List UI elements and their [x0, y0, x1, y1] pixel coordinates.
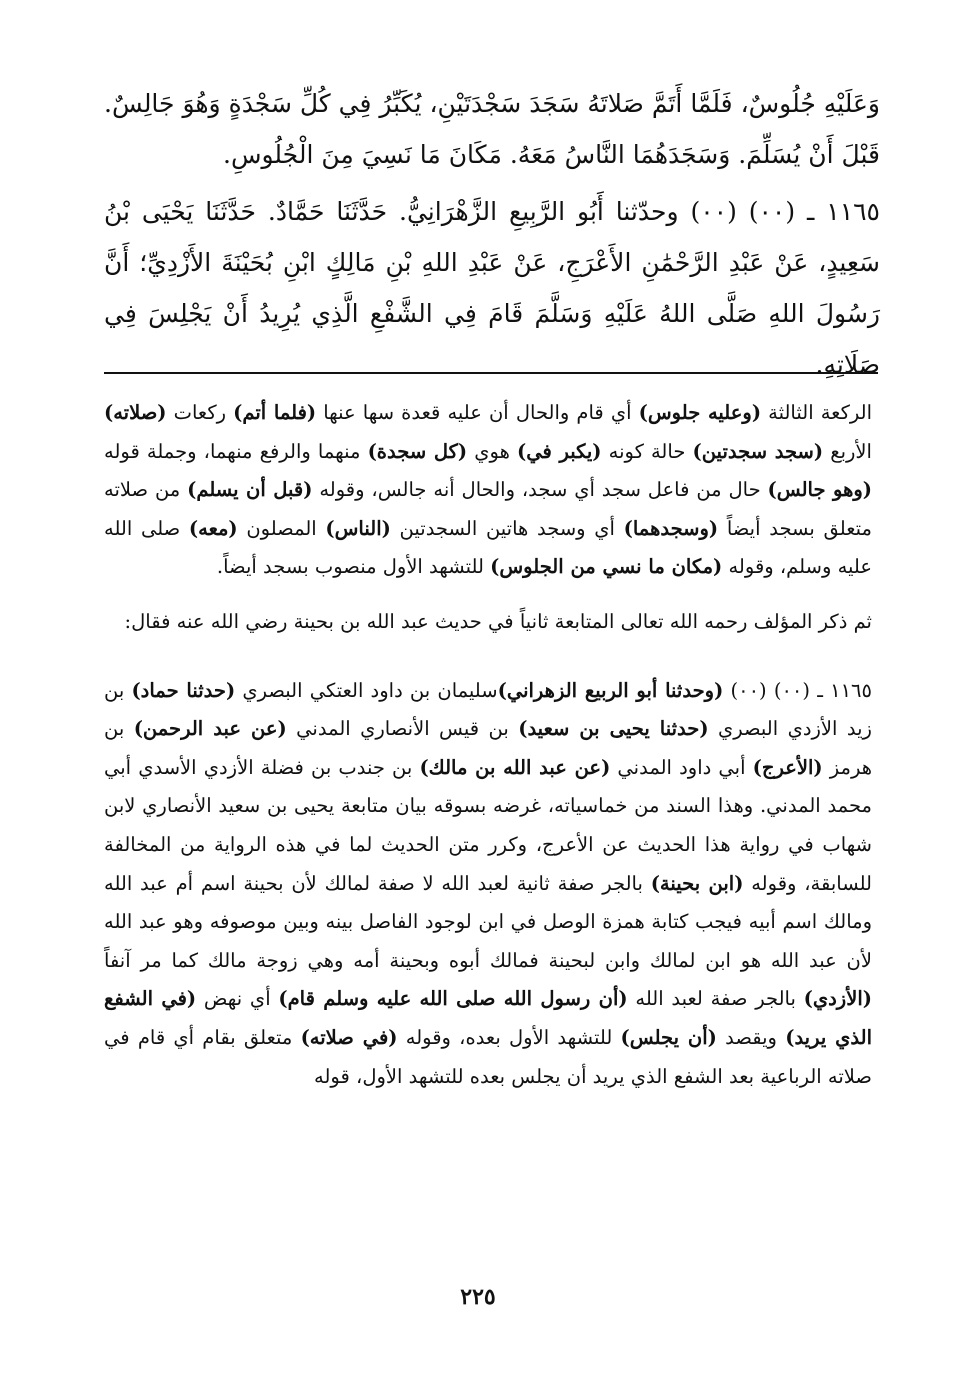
commentary-paragraph-1	[104, 394, 872, 587]
bold-quote-fragment: (فلما أتم)	[233, 401, 317, 424]
bold-quote-fragment: (وسجدهما)	[623, 516, 719, 540]
text-fragment: الركعة الثالثة	[761, 401, 872, 424]
bold-quote-fragment: (كل سجدة)	[367, 439, 468, 463]
commentary-paragraph-3	[104, 672, 872, 1097]
text-fragment: المصلون	[237, 516, 326, 540]
text-fragment: ثم ذكر المؤلف رحمه الله تعالى المتابعة ثانياً في حديث عبد الله بن بحينة رضي الله عنه فقال:	[124, 609, 872, 633]
bold-quote-fragment: (وهو جالس)	[767, 478, 872, 502]
text-fragment: بن زيد الأزدي البصري	[104, 678, 872, 741]
bold-quote-fragment: (الأزدي)	[803, 987, 872, 1011]
bold-quote-fragment: (وحدثنا أبو الربيع الزهراني)	[497, 678, 724, 702]
hadith-paragraph-1: وَعَلَيْهِ جُلُوسٌ، فَلَمَّا أَتَمَّ صَلاتَهُ سَجَدَ سَجْدَتَيْنِ، يُكَبِّرُ فِي كُلِّ سَجْدَةٍ وَهُوَ جَالِسٌ. قَبْلَ أَنْ يُسَلِّمَ. وَسَجَدَهُمَا النَّاسُ مَعَهُ. مَكَانَ مَا نَسِيَ مِنَ الْجُلُوسِ.	[104, 89, 880, 169]
text-fragment: للتشهد الأول بعده، وقوله	[397, 1025, 621, 1049]
text-fragment: من صلاته متعلق بسجد أيضاً	[104, 478, 872, 540]
text-fragment: ركعات	[166, 401, 234, 424]
text-fragment: حال من فاعل سجد أي سجد، والحال أنه جالس، وقوله	[312, 478, 768, 502]
text-fragment: هوي	[467, 439, 517, 463]
bold-quote-fragment: (الناس)	[325, 516, 391, 540]
text-fragment: أي قام والحال أن عليه قعدة سها عنها	[316, 401, 639, 424]
text-fragment: أي وسجد هاتين السجدتين	[390, 516, 624, 540]
text-fragment: سليمان بن داود العتكي البصري	[235, 678, 498, 702]
text-fragment: أي نهض	[196, 987, 279, 1011]
text-fragment: الأربع	[823, 439, 872, 463]
bold-quote-fragment: (قبل أن يسلم)	[187, 478, 313, 502]
bold-quote-fragment: (في صلاته)	[300, 1025, 398, 1049]
bold-quote-fragment: (يكبر في)	[516, 439, 602, 463]
commentary-block	[104, 394, 872, 1096]
bold-quote-fragment: (عن عبد الله بن مالك)	[419, 755, 611, 779]
text-fragment: حالة كونه	[601, 439, 693, 463]
text-fragment: بن هرمز	[104, 717, 872, 779]
text-fragment: متعلق بقام أي قام في صلاته الرباعية بعد الشفع الذي يريد أن يجلس بعده للتشهد الأول، قوله	[104, 1025, 872, 1088]
bold-quote-fragment: (معه)	[188, 516, 238, 540]
bold-quote-fragment: (في الشفع الذي يريد)	[104, 987, 872, 1049]
bold-quote-fragment: (ابن بحينة)	[650, 871, 744, 895]
text-fragment: ويقصد	[716, 1025, 786, 1049]
bold-quote-fragment: (حدثنا يحيى بن سعيد)	[518, 717, 709, 741]
bold-quote-fragment: (صلاته)	[104, 401, 167, 424]
text-fragment: منهما والرفع منهما، وجملة قوله	[104, 439, 368, 463]
bold-quote-fragment: (الأعرج)	[752, 755, 823, 779]
text-fragment: بن قيس الأنصاري المدني	[286, 717, 519, 741]
text-fragment: ١١٦٥ ـ (٠٠) (٠٠)	[723, 678, 872, 702]
bold-quote-fragment: (أن يجلس)	[620, 1025, 717, 1049]
commentary-paragraph-2	[104, 603, 872, 642]
bold-quote-fragment: (أن رسول الله صلى الله عليه وسلم قام)	[278, 987, 628, 1011]
page-number: ٢٢٥	[460, 1284, 496, 1310]
bold-quote-fragment: (سجد سجدتين)	[692, 439, 824, 463]
text-fragment: بالجر صفة لعبد الله	[627, 987, 804, 1011]
text-fragment: أبي داود المدني	[610, 755, 753, 779]
footnote-divider	[104, 372, 878, 374]
text-fragment: صلى الله عليه وسلم، وقوله	[104, 516, 872, 579]
bold-quote-fragment: (عن عبد الرحمن)	[133, 717, 287, 741]
hadith-text-block	[104, 78, 880, 398]
text-fragment: للتشهد الأول منصوب بسجد أيضاً.	[216, 555, 491, 579]
bold-quote-fragment: (حدثنا حماد)	[131, 678, 236, 702]
bold-quote-fragment: (وعليه جلوس)	[638, 401, 762, 424]
bold-quote-fragment: (مكان ما نسي من الجلوس)	[490, 555, 723, 579]
text-fragment: بالجر صفة ثانية لعبد الله لا صفة لمالك لأن بحينة اسم أم عبد الله ومالك اسم أبيه فيجب كتابة همزة الوصل في ابن لوجود الفاصل بينه وبين موصوفه وهو عبد الله لأن عبد الله هو ابن لمالك وابن لبحينة فمالك أبوه وبحينة أمه وهي زوجة مالك كما مر آنفاً	[104, 871, 872, 972]
text-fragment: بن جندب بن فضلة الأزدي الأسدي أبي محمد المدني. وهذا السند من خماسياته، غرضه بسوقه بيان متابعة يحيى بن سعيد الأنصاري لابن شهاب في رواية هذا الحديث عن الأعرج، وكرر متن الحديث لما في هذه الرواية من المخالفة للسابقة، وقوله	[104, 755, 872, 895]
hadith-paragraph-2: ١١٦٥ ـ (٠٠) (٠٠) وحدّثنا أَبُو الرَّبِيعِ الزَّهْرَانِيُّ. حَدَّثَنَا حَمَّادٌ. حَدَّثَنَا يَحْيَى بْنُ سَعِيدٍ، عَنْ عَبْدِ الرَّحْمَٰنِ الأَعْرَجِ، عَنْ عَبْدِ اللهِ بْنِ مَالِكٍ ابْنِ بُحَيْنَةَ الأَزْدِيِّ؛ أَنَّ رَسُولَ اللهِ صَلَّى اللهُ عَلَيْهِ وَسَلَّمَ قَامَ فِي الشَّفْعِ الَّذِي يُرِيدُ أَنْ يَجْلِسَ فِي صَلَاتِهِ.	[104, 197, 880, 379]
